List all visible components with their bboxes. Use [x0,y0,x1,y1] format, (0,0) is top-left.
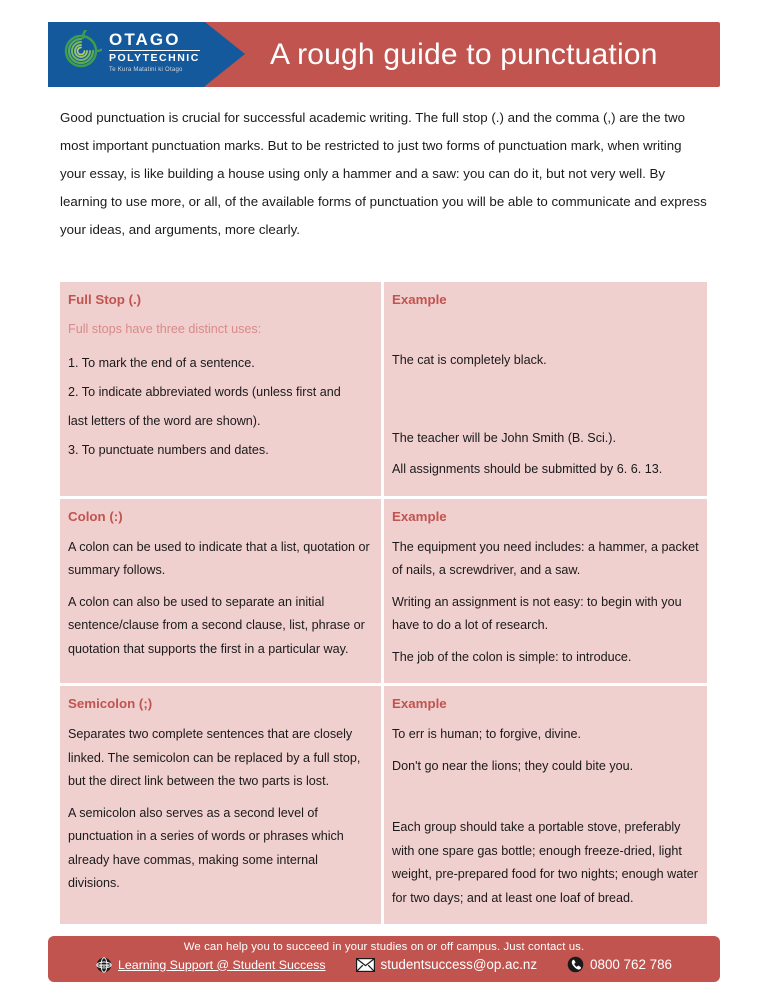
website-contact[interactable] [96,957,326,973]
full-stop-rule-cell [60,282,381,496]
logo-divider [109,50,200,51]
phone-number[interactable]: 0800 762 786 [590,957,672,972]
rule-paragraph: A semicolon also serves as a second level of punctuation in a series of words or phrases which already have commas, making some internal divisions. [68,805,344,890]
example-line: Each group should take a portable stove, preferably with one spare gas bottle; enough freeze-dried, light weight, pre-prepared food for two nights; enough water for two days; and at least one loaf of bread. [392,820,698,905]
example-line: All assignments should be submitted by 6. 6. 13. [392,462,663,476]
example-line: To err is human; to forgive, divine. [392,727,581,741]
envelope-icon [356,958,375,972]
table-row [60,499,707,684]
spacer [392,381,699,427]
section-heading: Colon (:) [68,508,123,524]
table-row [60,282,707,496]
section-heading: Semicolon (;) [68,696,153,711]
logo-polytechnic-text: POLYTECHNIC [109,52,200,64]
rule-line: 2. To indicate abbreviated words (unless first and [68,385,341,399]
page-header [48,22,720,87]
phone-icon [567,956,584,973]
example-line: The cat is completely black. [392,353,547,367]
spacer [392,319,699,349]
page-footer [48,936,720,982]
otago-spiral-logo-icon [60,30,102,72]
table-row [60,686,707,924]
colon-rule-cell [60,499,381,684]
otago-polytechnic-logo [60,29,200,73]
semicolon-rule-cell [60,686,381,924]
rule-line: 3. To punctuate numbers and dates. [68,443,269,457]
rule-paragraph: A colon can also be used to separate an initial sentence/clause from a second clause, list, phrase or quotation that supports the first in a particular way. [68,594,365,656]
email-contact[interactable] [356,957,538,972]
svg-text:www: www [99,962,109,968]
intro-paragraph: Good punctuation is crucial for successful academic writing. The full stop (.) and the comma (,) are the two most important punctuation marks. But to be restricted to just two forms of punctuation mark, when writing your essay, is like building a house using only a hammer and a saw: you can do it, but not very well. By learning to use more, or all, of the available forms of punctuation you will be able to communicate and express your ideas, and arguments, more clearly. [60,110,707,237]
colon-example-cell [384,499,707,684]
example-line: The equipment you need includes: a hammer, a packet of nails, a screwdriver, and a saw. [392,539,699,577]
header-arrow-shape [205,22,245,86]
example-heading: Example [392,292,447,307]
rule-line: 1. To mark the end of a sentence. [68,356,255,370]
rule-paragraph: Separates two complete sentences that are closely linked. The semicolon can be replaced by a full stop, but the direct link between the two parts is lost. [68,727,361,788]
logo-otago-text: OTAGO [109,30,181,49]
punctuation-table [60,282,707,927]
logo-maori-text: Te Kura Matatini ki Otago [109,66,183,73]
example-line: Don't go near the lions; they could bite you. [392,758,634,773]
example-heading: Example [392,508,447,524]
section-heading: Full Stop (.) [68,292,142,307]
full-stop-example-cell [384,282,707,496]
example-line: The teacher will be John Smith (B. Sci.). [392,430,616,445]
example-heading: Example [392,696,447,711]
logo-wordmark [109,29,200,73]
rule-paragraph: A colon can be used to indicate that a list, quotation or summary follows. [68,539,370,577]
globe-icon [96,957,112,973]
footer-contacts [48,956,720,973]
spacer [392,786,699,816]
semicolon-example-cell [384,686,707,924]
email-address[interactable]: studentsuccess@op.ac.nz [380,957,538,972]
phone-contact[interactable] [567,956,672,973]
section-subheading: Full stops have three distinct uses: [68,322,262,336]
website-label[interactable]: Learning Support @ Student Success [118,957,326,972]
example-line: Writing an assignment is not easy: to begin with you have to do a lot of research. [392,594,682,632]
page-title: A rough guide to punctuation [270,37,658,71]
rule-line: last letters of the word are shown). [68,414,261,428]
footer-tagline: We can help you to succeed in your studies on or off campus. Just contact us. [183,941,585,953]
example-line: The job of the colon is simple: to introduce. [392,649,632,664]
